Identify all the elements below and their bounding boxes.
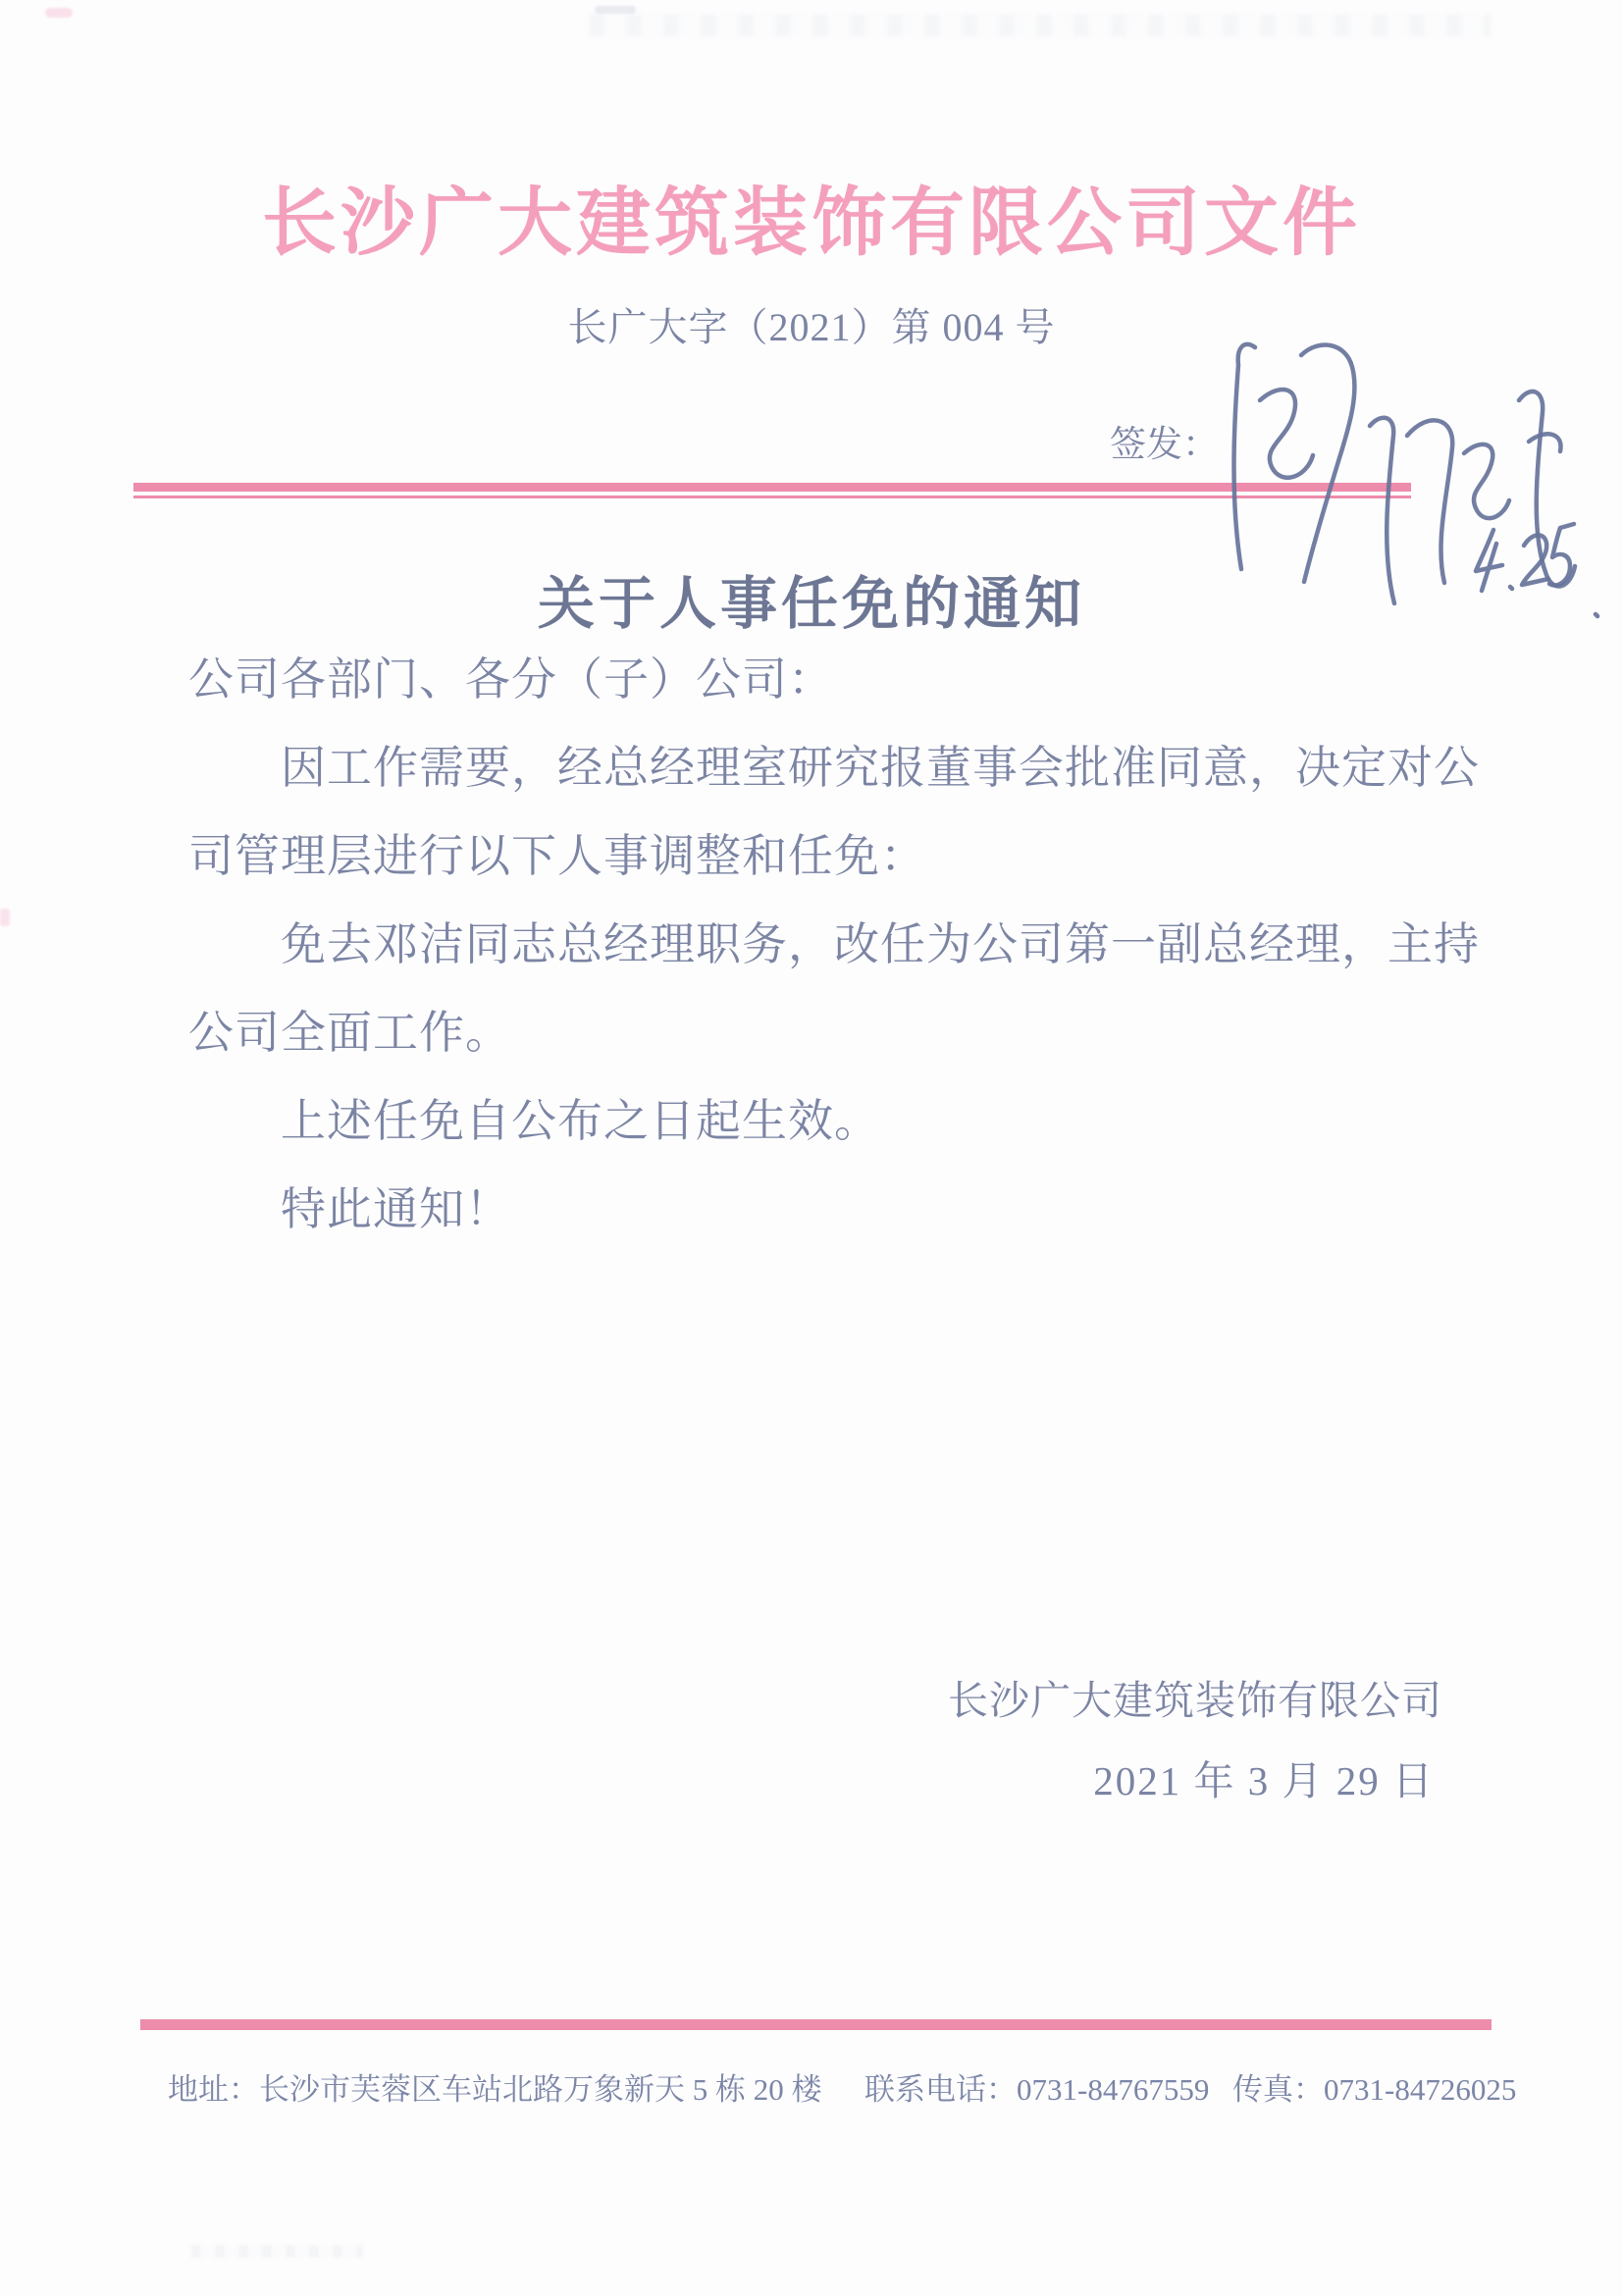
scan-smudge-bottom <box>191 2245 363 2258</box>
scan-speck <box>595 6 636 14</box>
scan-smudge-top <box>589 14 1492 37</box>
notice-body-line: 免去邓洁同志总经理职务，改任为公司第一副总经理，主持 <box>281 919 1480 969</box>
document-number: 长广大字（2021）第 004 号 <box>567 305 1056 349</box>
notice-body-line: 上述任免自公布之日起生效。 <box>281 1096 880 1146</box>
notice-body-line: 因工作需要，经总经理室研究报董事会批准同意，决定对公 <box>281 743 1480 793</box>
scan-speck <box>0 909 10 926</box>
footer-phone: 联系电话：0731-84767559 <box>864 2072 1210 2107</box>
notice-body-line: 特此通知！ <box>281 1184 511 1234</box>
signer-organization: 长沙广大建筑装饰有限公司 <box>948 1678 1442 1723</box>
handwritten-signature <box>1158 324 1623 648</box>
footer-fax: 传真：0731-84726025 <box>1232 2072 1517 2107</box>
notice-body-line: 公司各部门、各分（子）公司： <box>188 654 834 704</box>
issuer-label: 签发： <box>1110 425 1219 465</box>
notice-body-line: 公司全面工作。 <box>188 1008 511 1058</box>
notice-title: 关于人事任免的通知 <box>537 572 1085 636</box>
scan-speck <box>45 8 73 18</box>
notice-body <box>188 636 1480 1254</box>
footer-rule <box>140 2019 1492 2030</box>
notice-body-line: 司管理层进行以下人事调整和任免： <box>188 831 926 881</box>
letterhead-org-title: 长沙广大建筑装饰有限公司文件 <box>262 183 1361 265</box>
signature-date: 2021 年 3 月 29 日 <box>1093 1758 1435 1803</box>
footer-address: 地址：长沙市芙蓉区车站北路万象新天 5 栋 20 楼 <box>168 2072 822 2107</box>
